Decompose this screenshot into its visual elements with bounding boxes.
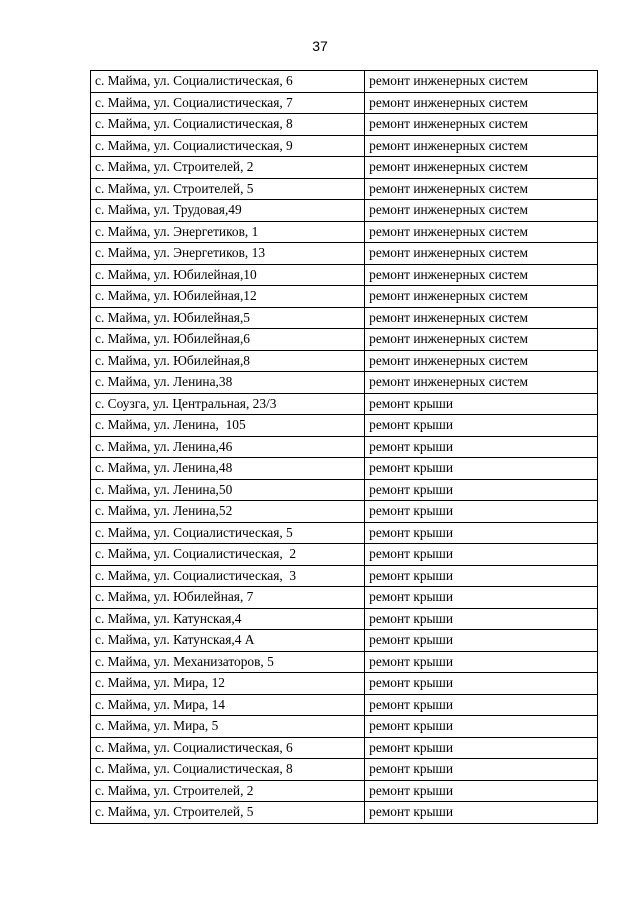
address-cell: с. Майма, ул. Юбилейная,12 (91, 286, 365, 308)
page-number: 37 (312, 38, 328, 54)
address-cell: с. Майма, ул. Мира, 14 (91, 694, 365, 716)
work-type-cell: ремонт крыши (365, 651, 598, 673)
work-type-cell: ремонт крыши (365, 522, 598, 544)
address-cell: с. Майма, ул. Катунская,4 (91, 608, 365, 630)
work-type-cell: ремонт крыши (365, 565, 598, 587)
table-row (91, 802, 598, 824)
work-type-cell: ремонт инженерных систем (365, 286, 598, 308)
work-type-cell: ремонт крыши (365, 716, 598, 738)
table-row (91, 458, 598, 480)
table-row (91, 630, 598, 652)
table-row (91, 350, 598, 372)
work-type-cell: ремонт крыши (365, 759, 598, 781)
address-cell: с. Майма, ул. Ленина,38 (91, 372, 365, 394)
table-row (91, 200, 598, 222)
work-type-cell: ремонт инженерных систем (365, 350, 598, 372)
work-type-cell: ремонт инженерных систем (365, 200, 598, 222)
work-type-cell: ремонт инженерных систем (365, 178, 598, 200)
table-row (91, 114, 598, 136)
work-type-cell: ремонт крыши (365, 694, 598, 716)
table-row (91, 415, 598, 437)
work-type-cell: ремонт инженерных систем (365, 372, 598, 394)
address-cell: с. Майма, ул. Социалистическая, 8 (91, 759, 365, 781)
table-row (91, 479, 598, 501)
work-type-cell: ремонт крыши (365, 544, 598, 566)
table-row (91, 135, 598, 157)
table-row (91, 780, 598, 802)
table-row (91, 393, 598, 415)
work-type-cell: ремонт крыши (365, 479, 598, 501)
table-row (91, 157, 598, 179)
address-cell: с. Майма, ул. Социалистическая, 8 (91, 114, 365, 136)
table-row (91, 565, 598, 587)
address-cell: с. Майма, ул. Мира, 5 (91, 716, 365, 738)
address-cell: с. Майма, ул. Строителей, 2 (91, 157, 365, 179)
address-cell: с. Майма, ул. Ленина,50 (91, 479, 365, 501)
work-type-cell: ремонт инженерных систем (365, 329, 598, 351)
table-row (91, 501, 598, 523)
table-row (91, 307, 598, 329)
table-row (91, 587, 598, 609)
work-type-cell: ремонт инженерных систем (365, 92, 598, 114)
work-type-cell: ремонт инженерных систем (365, 71, 598, 93)
table-row (91, 286, 598, 308)
address-cell: с. Майма, ул. Ленина, 105 (91, 415, 365, 437)
table-row (91, 544, 598, 566)
work-type-cell: ремонт инженерных систем (365, 221, 598, 243)
table-row (91, 264, 598, 286)
table-row (91, 92, 598, 114)
work-type-cell: ремонт инженерных систем (365, 157, 598, 179)
address-cell: с. Майма, ул. Юбилейная, 7 (91, 587, 365, 609)
work-type-cell: ремонт инженерных систем (365, 264, 598, 286)
table-row (91, 436, 598, 458)
work-type-cell: ремонт крыши (365, 501, 598, 523)
address-cell: с. Майма, ул. Юбилейная,5 (91, 307, 365, 329)
work-type-cell: ремонт крыши (365, 673, 598, 695)
work-type-cell: ремонт крыши (365, 608, 598, 630)
work-type-cell: ремонт инженерных систем (365, 243, 598, 265)
works-table (90, 70, 598, 824)
address-cell: с. Майма, ул. Энергетиков, 1 (91, 221, 365, 243)
address-cell: с. Майма, ул. Механизаторов, 5 (91, 651, 365, 673)
address-cell: с. Майма, ул. Социалистическая, 3 (91, 565, 365, 587)
table-row (91, 608, 598, 630)
address-cell: с. Майма, ул. Трудовая,49 (91, 200, 365, 222)
address-cell: с. Майма, ул. Энергетиков, 13 (91, 243, 365, 265)
address-cell: с. Майма, ул. Катунская,4 А (91, 630, 365, 652)
work-type-cell: ремонт инженерных систем (365, 114, 598, 136)
address-cell: с. Майма, ул. Социалистическая, 6 (91, 71, 365, 93)
address-cell: с. Майма, ул. Строителей, 5 (91, 178, 365, 200)
work-type-cell: ремонт крыши (365, 737, 598, 759)
work-type-cell: ремонт крыши (365, 802, 598, 824)
table-row (91, 694, 598, 716)
address-cell: с. Майма, ул. Социалистическая, 5 (91, 522, 365, 544)
work-type-cell: ремонт инженерных систем (365, 135, 598, 157)
address-cell: с. Майма, ул. Юбилейная,6 (91, 329, 365, 351)
work-type-cell: ремонт крыши (365, 415, 598, 437)
address-cell: с. Майма, ул. Ленина,48 (91, 458, 365, 480)
address-cell: с. Майма, ул. Юбилейная,10 (91, 264, 365, 286)
address-cell: с. Майма, ул. Ленина,46 (91, 436, 365, 458)
work-type-cell: ремонт инженерных систем (365, 307, 598, 329)
table-row (91, 329, 598, 351)
work-type-cell: ремонт крыши (365, 630, 598, 652)
table-row (91, 178, 598, 200)
address-cell: с. Майма, ул. Социалистическая, 9 (91, 135, 365, 157)
table-row (91, 737, 598, 759)
address-cell: с. Майма, ул. Строителей, 2 (91, 780, 365, 802)
table-row (91, 243, 598, 265)
table-row (91, 673, 598, 695)
work-type-cell: ремонт крыши (365, 458, 598, 480)
address-cell: с. Майма, ул. Ленина,52 (91, 501, 365, 523)
table-row (91, 71, 598, 93)
table-body (91, 71, 598, 824)
table-row (91, 372, 598, 394)
address-cell: с. Майма, ул. Мира, 12 (91, 673, 365, 695)
table-row (91, 221, 598, 243)
work-type-cell: ремонт крыши (365, 436, 598, 458)
address-cell: с. Майма, ул. Социалистическая, 2 (91, 544, 365, 566)
table-row (91, 716, 598, 738)
table-row (91, 651, 598, 673)
work-type-cell: ремонт крыши (365, 587, 598, 609)
address-cell: с. Майма, ул. Юбилейная,8 (91, 350, 365, 372)
work-type-cell: ремонт крыши (365, 780, 598, 802)
table-row (91, 759, 598, 781)
address-cell: с. Майма, ул. Социалистическая, 7 (91, 92, 365, 114)
address-cell: с. Майма, ул. Строителей, 5 (91, 802, 365, 824)
table-row (91, 522, 598, 544)
work-type-cell: ремонт крыши (365, 393, 598, 415)
address-cell: с. Майма, ул. Социалистическая, 6 (91, 737, 365, 759)
address-cell: с. Соузга, ул. Центральная, 23/3 (91, 393, 365, 415)
